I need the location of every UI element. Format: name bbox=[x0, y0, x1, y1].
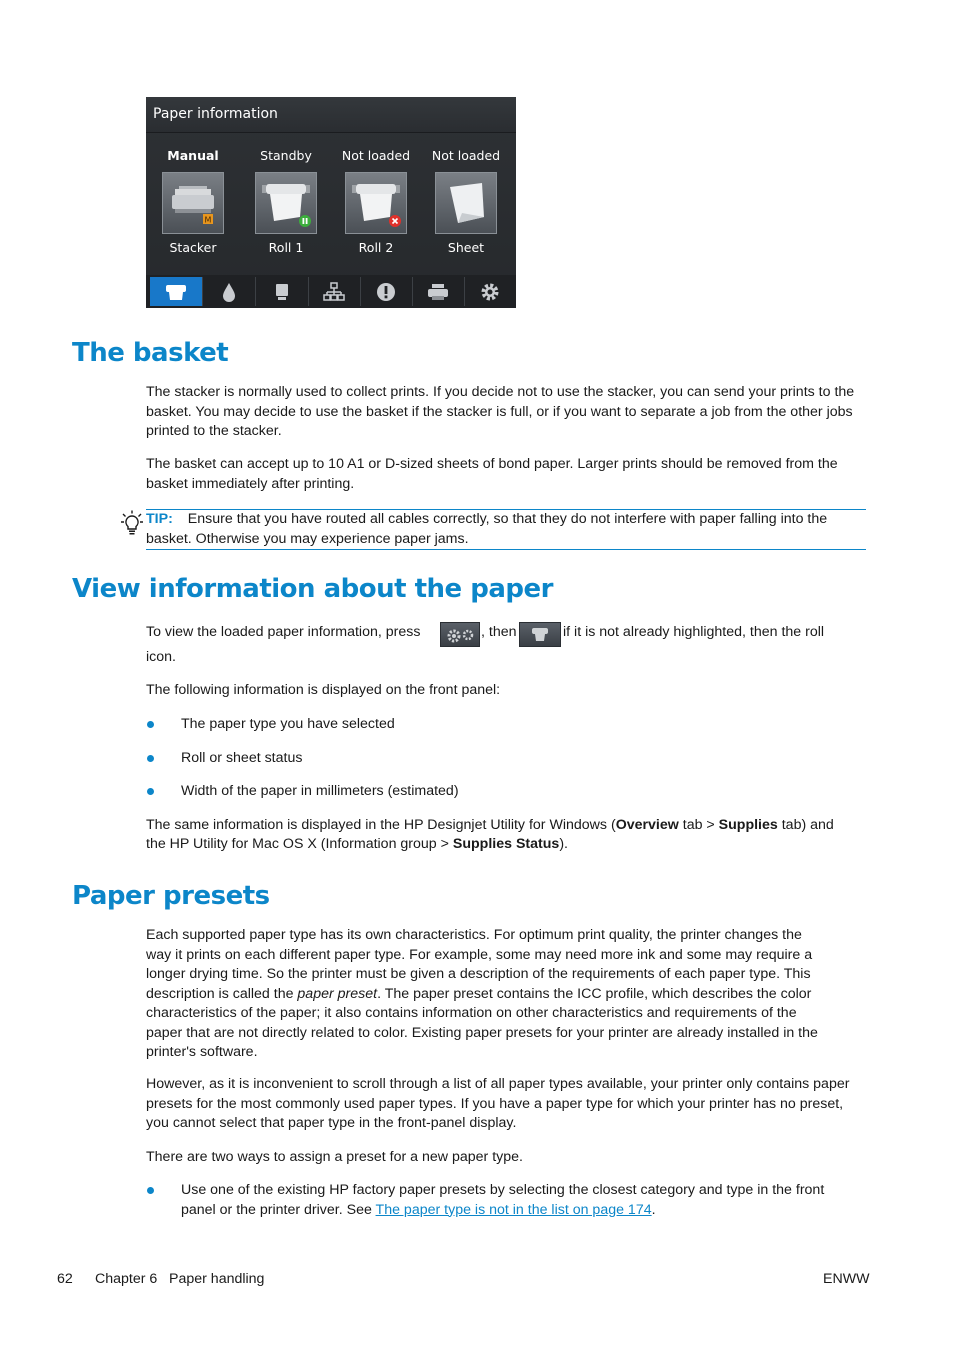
footer-page-number: 62 bbox=[57, 1271, 73, 1287]
tab-settings[interactable] bbox=[464, 277, 516, 306]
svg-text:M: M bbox=[204, 215, 212, 225]
view-bullet-1: The paper type you have selected bbox=[181, 716, 395, 732]
view-bullet-2: Roll or sheet status bbox=[181, 750, 303, 766]
view-intro-part-3: if it is not already highlighted, then the roll bbox=[563, 624, 825, 640]
heading-view-information: View information about the paper bbox=[72, 574, 553, 604]
paper-tab-icon bbox=[520, 623, 560, 646]
basket-paragraph-1: The stacker is normally used to collect prints. If you decide not to use the stacker, you can send your prints to the basket. You may decide to use the basket if the stacker is full, or if you want to separate a job from the other jobs printed to the stacker. bbox=[146, 384, 855, 439]
slot-status: Standby bbox=[260, 148, 312, 163]
view-utility-line-1: The same information is displayed in the HP Designjet Utility for Windows (Overview tab > Supplies tab) and bbox=[146, 817, 834, 833]
alert-icon bbox=[375, 281, 397, 303]
tab-alerts[interactable] bbox=[360, 277, 413, 306]
bullet-dot bbox=[147, 1187, 154, 1194]
stacker-tile[interactable] bbox=[162, 172, 224, 234]
view-utility-line-2: the HP Utility for Mac OS X (Information group > Supplies Status). bbox=[146, 836, 568, 852]
view-intro-part-1: To view the loaded paper information, press bbox=[146, 624, 421, 640]
tab-paper[interactable] bbox=[150, 277, 203, 306]
slot-stacker[interactable] bbox=[151, 147, 235, 255]
roll-2-tile[interactable] bbox=[345, 172, 407, 234]
view-intro-part-4: icon. bbox=[146, 649, 176, 665]
slot-roll-1[interactable] bbox=[244, 147, 328, 255]
presets-paragraph-2: However, as it is inconvenient to scroll through a list of all paper types available, your printer only contains paper presets for the most commonly used paper types. If you have a paper type for which your printer has no preset, you cannot select that paper type in the front-panel display. bbox=[146, 1076, 850, 1131]
slot-status: Not loaded bbox=[431, 148, 501, 163]
standby-badge-icon bbox=[299, 215, 311, 227]
basket-paragraph-2: The basket can accept up to 10 A1 or D-sized sheets of bond paper. Larger prints should be removed from the basket immediately after printing. bbox=[146, 456, 838, 492]
tip-text: Ensure that you have routed all cables correctly, so that they do not interfere with paper falling into the basket. Otherwise you may experience paper jams. bbox=[146, 511, 828, 547]
panel-title: Paper information bbox=[146, 97, 516, 133]
tab-jobs[interactable] bbox=[412, 277, 465, 306]
slot-name: Stacker bbox=[169, 240, 217, 255]
tip-label: TIP: bbox=[146, 511, 173, 527]
settings-gear-icon bbox=[479, 281, 501, 303]
presets-bullet-1: Use one of the existing HP factory paper presets by selecting the closest category and type in the front panel or the printer driver. See The paper type is not in the list on page 174. bbox=[181, 1182, 825, 1218]
bullet-dot bbox=[147, 721, 154, 728]
stacker-icon bbox=[163, 173, 223, 233]
roll-1-tile[interactable] bbox=[255, 172, 317, 234]
ink-drop-icon bbox=[219, 281, 239, 303]
slot-name: Sheet bbox=[447, 240, 485, 255]
footer-doc-code: ENWW bbox=[823, 1271, 870, 1287]
network-icon bbox=[322, 281, 346, 303]
presets-paragraph-1: Each supported paper type has its own characteristics. For optimum print quality, the printer changes the way it prints on each different paper type. For example, some may need more ink and some may require a longer drying time. So the printer must be given a description of the requirements of each paper type. This description is called the paper preset. The paper preset contains the ICC profile, which describes the color characteristics of the paper; it also contains information on other characteristics and requirements of the paper that are not directly related to color. Existing paper presets for your printer are already installed in the printer's software. bbox=[146, 927, 818, 1060]
view-list-intro: The following information is displayed on the front panel: bbox=[146, 682, 501, 698]
job-queue-icon bbox=[426, 281, 450, 303]
bullet-dot bbox=[147, 755, 154, 762]
bullet-dot bbox=[147, 788, 154, 795]
slot-name: Roll 2 bbox=[358, 240, 394, 255]
settings-button-inline bbox=[440, 622, 480, 647]
heading-the-basket: The basket bbox=[72, 338, 229, 368]
tab-network[interactable] bbox=[308, 277, 361, 306]
tip-lightbulb-icon bbox=[121, 510, 143, 536]
tab-printhead[interactable] bbox=[256, 277, 309, 306]
slot-roll-2[interactable] bbox=[334, 147, 418, 255]
footer-chapter-title: Paper handling bbox=[169, 1271, 265, 1287]
slot-status: Not loaded bbox=[341, 148, 411, 163]
panel-tab-bar bbox=[146, 275, 516, 308]
settings-gears-icon bbox=[441, 623, 479, 646]
slot-sheet[interactable] bbox=[424, 147, 508, 255]
tip-box bbox=[146, 509, 866, 550]
roll-icon bbox=[256, 173, 316, 233]
tab-ink[interactable] bbox=[203, 277, 256, 306]
sheet-icon bbox=[436, 173, 496, 233]
presets-paragraph-3: There are two ways to assign a preset for a new paper type. bbox=[146, 1149, 523, 1165]
paper-tab-button-inline bbox=[519, 622, 561, 647]
paper-tab-icon bbox=[164, 282, 188, 302]
footer-chapter: Chapter 6 bbox=[95, 1271, 158, 1287]
front-panel-screenshot bbox=[146, 97, 516, 308]
slot-status: Manual bbox=[167, 148, 219, 163]
view-bullet-3: Width of the paper in millimeters (estimated) bbox=[181, 783, 459, 799]
link-paper-type-not-in-list[interactable]: The paper type is not in the list on page 174 bbox=[375, 1201, 652, 1218]
heading-paper-presets: Paper presets bbox=[72, 881, 270, 911]
view-intro-part-2: , then bbox=[481, 624, 517, 640]
sheet-tile[interactable] bbox=[435, 172, 497, 234]
slot-name: Roll 1 bbox=[268, 240, 304, 255]
printhead-icon bbox=[272, 281, 292, 303]
roll-icon bbox=[346, 173, 406, 233]
